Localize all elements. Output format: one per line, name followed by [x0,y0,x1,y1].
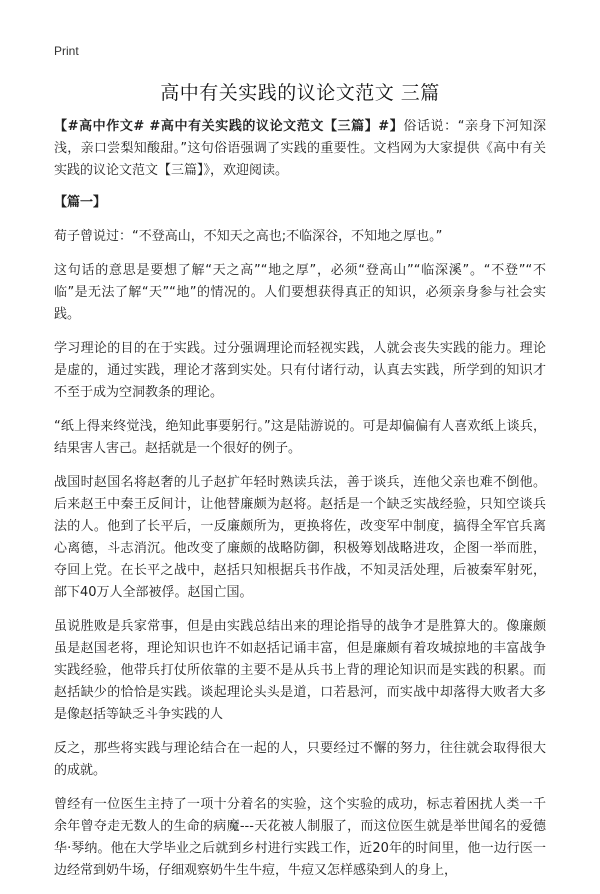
body-paragraph: 反之，那些将实践与理论结合在一起的人，只要经过不懈的努力，往往就会取得很大的成就。 [54,741,546,778]
print-link[interactable]: Print [54,44,79,58]
section-heading: 【篇一】 [54,195,107,210]
document-title: 高中有关实践的议论文范文 三篇 [160,82,440,104]
intro-paragraph [54,116,546,182]
document-body [54,116,546,894]
intro-tags: 【#高中作文# #高中有关实践的议论文范文【三篇】#】 [54,119,404,134]
body-paragraph: “纸上得来终觉浅，绝知此事要躬行。”这是陆游说的。可是却偏偏有人喜欢纸上谈兵，结果害人害己。赵括就是一个很好的例子。 [54,419,546,456]
body-paragraph: 这句话的意思是要想了解“天之高”“地之厚”，必须“登高山”“临深溪”。“不登”“不临”是无法了解“天”“地”的情况的。人们要想获得真正的知识，必须亲身参与社会实践。 [54,263,546,322]
body-paragraph: 荀子曾说过：“不登高山，不知天之高也;不临深谷，不知地之厚也。” [54,229,443,244]
body-paragraph: 学习理论的目的在于实践。过分强调理论而轻视实践，人就会丧失实践的能力。理论是虚的，通过实践，理论才落到实处。只有付诸行动，认真去实践，所学到的知识才不至于成为空洞教条的理论。 [54,341,546,400]
body-paragraph: 战国时赵国名将赵奢的儿子赵扩年轻时熟读兵法，善于谈兵，连他父亲也难不倒他。后来赵王中秦王反间计，让他替廉颇为赵将。赵括是一个缺乏实战经验，只知空谈兵法的人。他到了长平后，一反廉颇所为，更换将佐，改变军中制度，搞得全军官兵离心离德，斗志消沉。他改变了廉颇的战略防御，积极筹划战略进攻，企图一举而胜，夺回上党。在长平之战中，赵括只知根据兵书作战，不知灵活处理，后被秦军射死，部下40万人全部被俘。赵国亡国。 [54,475,546,600]
body-paragraph: 虽说胜败是兵家常事，但是由实践总结出来的理论指导的战争才是胜算大的。像廉颇虽是赵国老将，理论知识也许不如赵括记诵丰富，但是廉颇有着攻城掠地的丰富战争实践经验，他带兵打仗所依靠的主要不是从兵书上背的理论知识而是实践的积累。而赵括缺少的恰恰是实践。谈起理论头头是道，口若悬河，而实战中却落得大败者大多是像赵括等缺乏斗争实践的人 [54,619,546,722]
body-paragraph: 曾经有一位医生主持了一项十分着名的实验，这个实验的成功，标志着困扰人类一千余年曾夺走无数人的生命的病魔---天花被人制服了，而这位医生就是举世闻名的爱德华·琴纳。他在大学毕业之后就到乡村进行实践工作，近20年的时间里，他一边行医一边经常到奶牛场，仔细观察奶牛生牛痘，牛痘又怎样感染到人的身上， [54,797,546,878]
intro-text: 俗话说：“亲身下河知深浅，亲口尝梨知酸甜。”这句俗语强调了实践的重要性。文档网为大家提供《高中有关实践的议论文范文【三篇】》，欢迎阅读。 [54,119,546,178]
